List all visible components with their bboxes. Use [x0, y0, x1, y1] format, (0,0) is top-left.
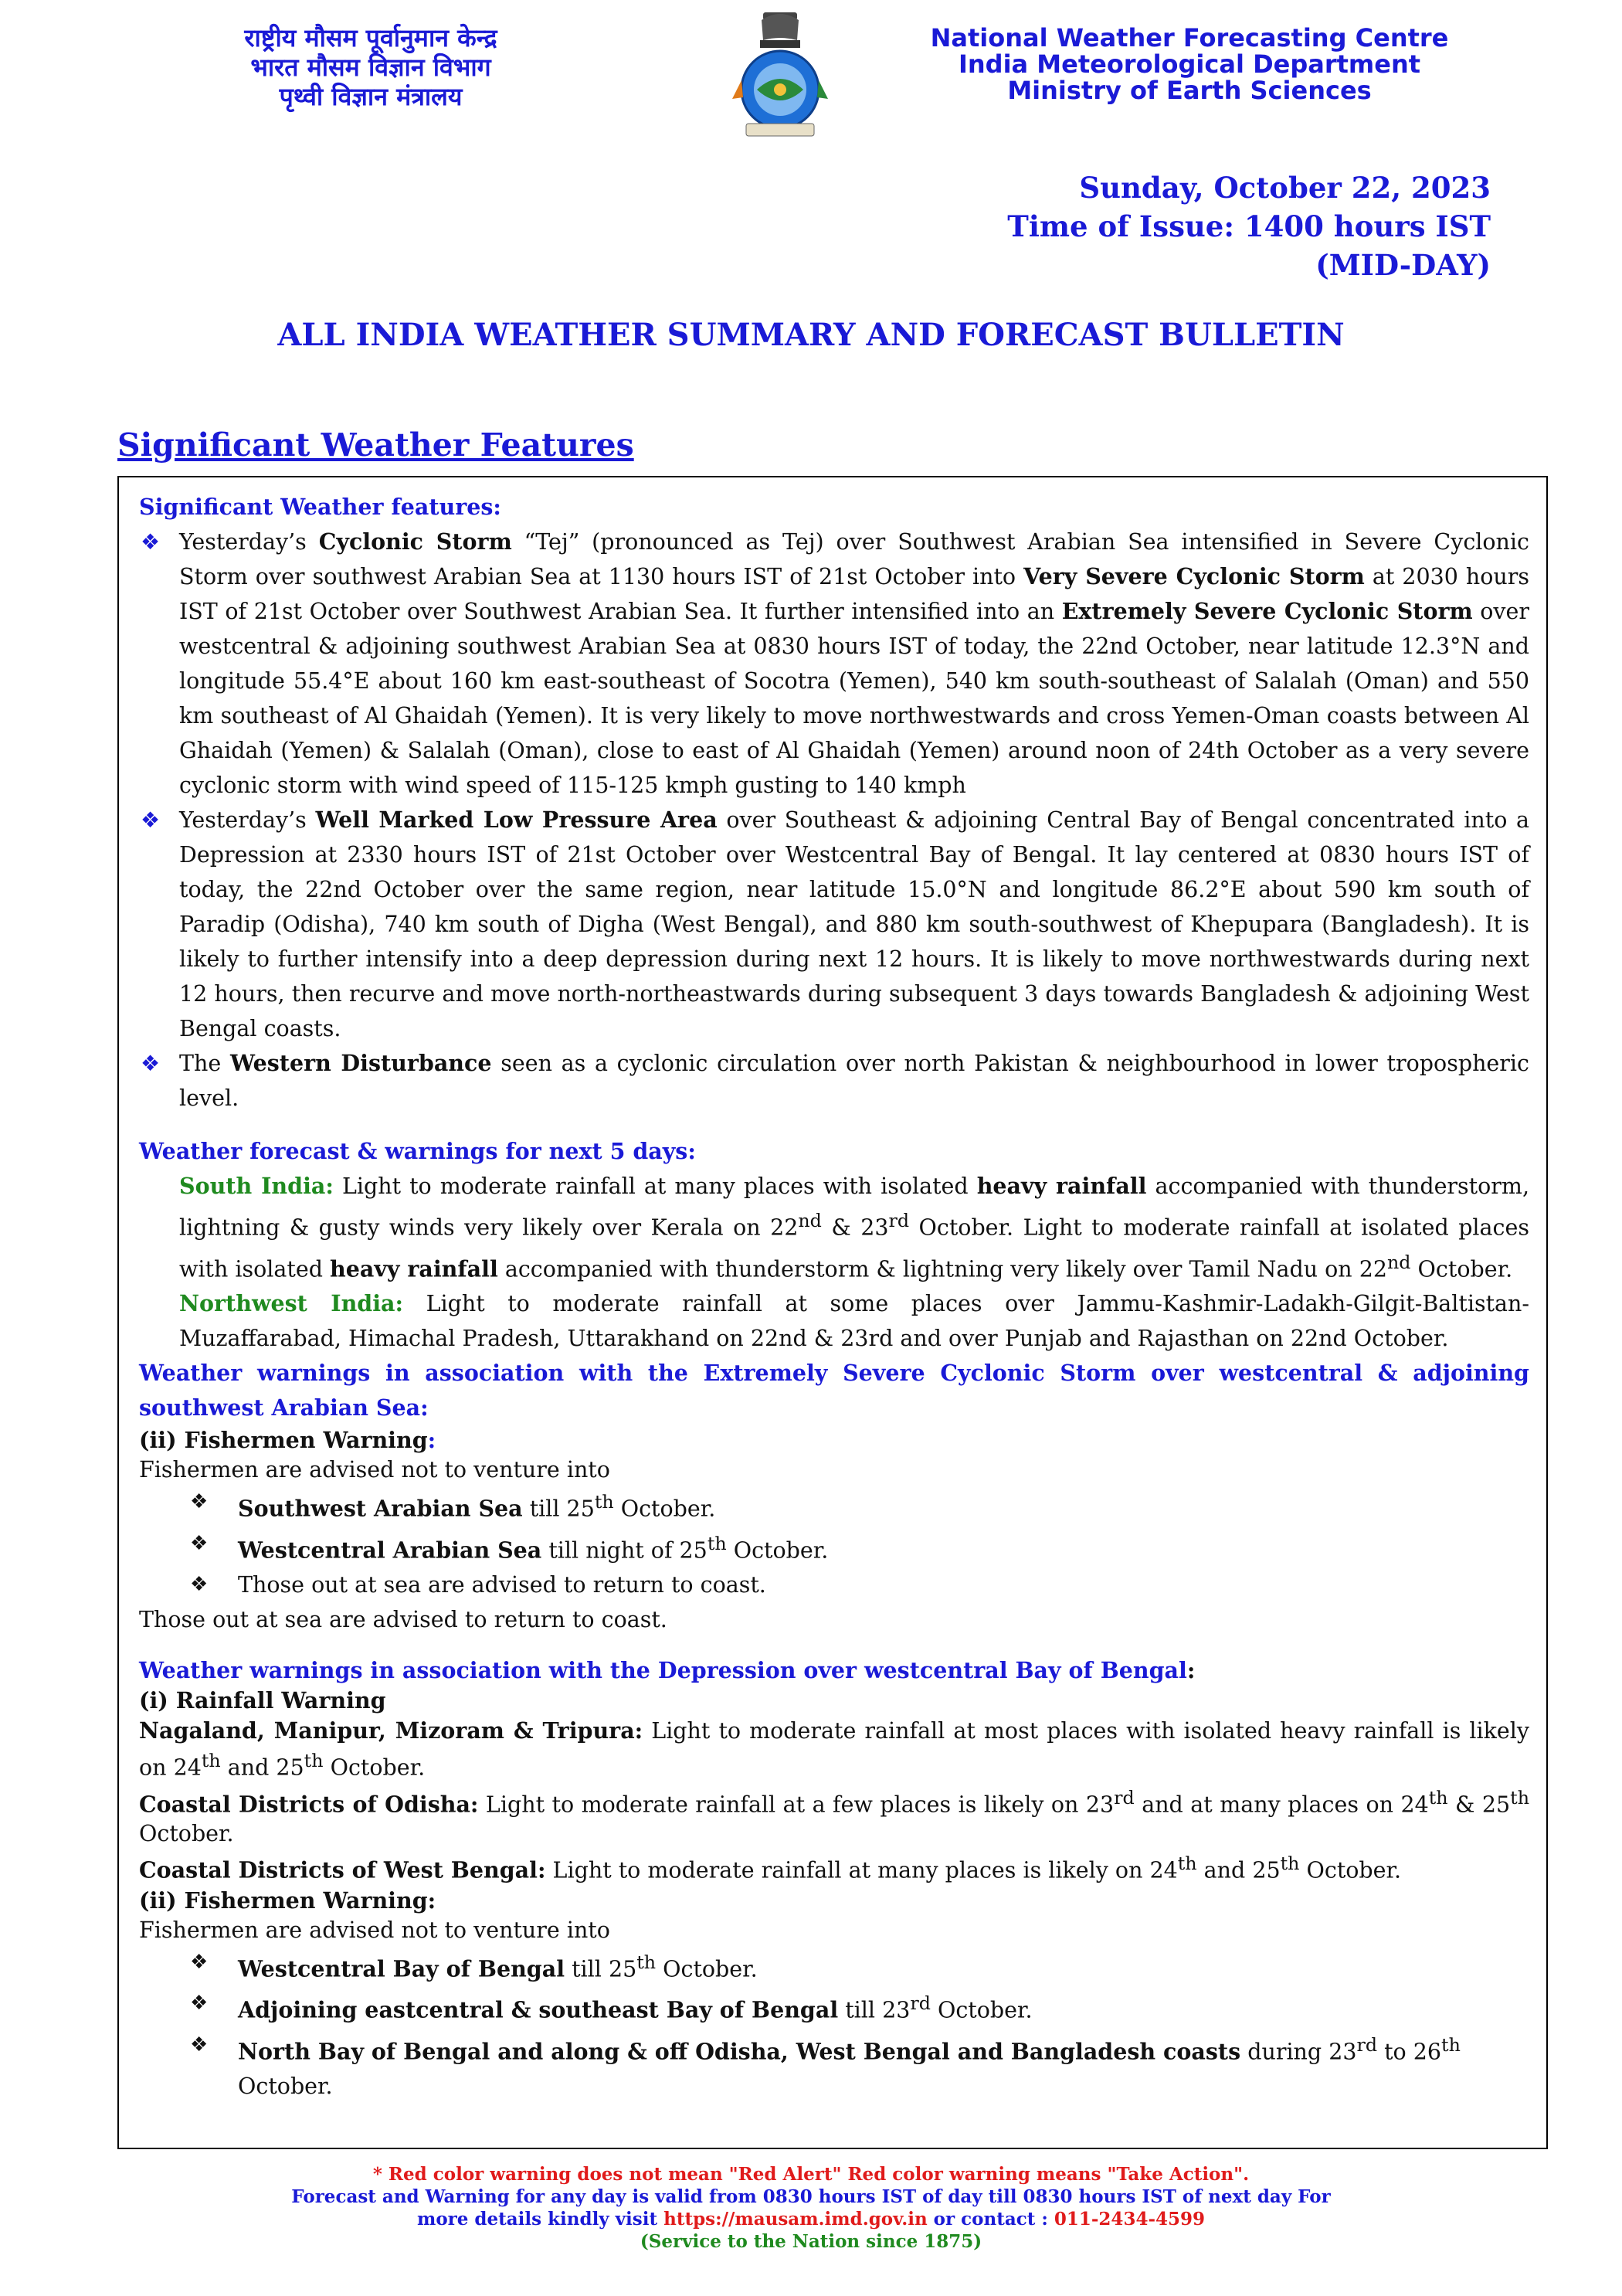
escs-fisher-label: (ii) Fishermen Warning: [139, 1427, 436, 1453]
feature-item-3: ❖ The Western Disturbance seen as a cyclonic circulation over north Pakistan & neighbourhood in lower tropospheric level. [139, 1046, 1529, 1116]
bulletin-title: ALL INDIA WEATHER SUMMARY AND FORECAST BULLETIN [277, 317, 1345, 353]
rainfall-warning-label: (i) Rainfall Warning [139, 1687, 386, 1714]
escs-fisher-item-2: ❖ Westcentral Arabian Sea till night of 25th October. [139, 1527, 1529, 1568]
northwest-india-label: Northwest India: [179, 1290, 404, 1316]
issue-date: Sunday, October 22, 2023 [1079, 171, 1491, 205]
website-link[interactable]: https://mausam.imd.gov.in [663, 2209, 928, 2230]
diamond-bullet-icon: ❖ [190, 1531, 209, 1555]
depression-fisher-item-2: ❖ Adjoining eastcentral & southeast Bay of Bengal till 23rd October. [139, 1986, 1529, 2028]
footer-contact-line: more details kindly visit https://mausam.imd.gov.in or contact : 011-2434-4599 [416, 2209, 1206, 2230]
hindi-line-1: राष्ट्रीय मौसम पूर्वानुमान केन्द्र [244, 23, 497, 53]
bulletin-content [139, 490, 1529, 2104]
hindi-line-3: पृथ्वी विज्ञान मंत्रालय [279, 82, 463, 111]
hindi-org-name [154, 23, 587, 111]
english-line-3: Ministry of Earth Sciences [1007, 76, 1372, 105]
rain-west-bengal: Coastal Districts of West Bengal: Light to moderate rainfall at many places is likely on 24th and 25th October. [139, 1853, 1402, 1883]
escs-closing: Those out at sea are advised to return to coast. [139, 1607, 667, 1632]
section-title: Significant Weather Features [117, 426, 634, 464]
escs-fisher-list [139, 1485, 1529, 1602]
imd-emblem-icon [718, 6, 842, 142]
diamond-bullet-icon: ❖ [141, 529, 161, 555]
page-footer [0, 2163, 1622, 2253]
forecast-south-india: South India: Light to moderate rainfall at many places with isolated heavy rainfall accompanied with thunderstorm, lightning & gusty winds very likely over Kerala on 22nd & 23rd October. Light to moderate rainfall at isolated places with isolated heavy rainfall accompanied with thunderstorm & lightning very likely over Tamil Nadu on 22nd October. [179, 1173, 1529, 1282]
features-heading: Significant Weather features: [139, 494, 501, 520]
depression-heading: Weather warnings in association with the Depression over westcentral Bay of Bengal: [139, 1657, 1196, 1683]
forecast-heading: Weather forecast & warnings for next 5 days: [139, 1138, 696, 1164]
issue-tag: (MID-DAY) [1315, 248, 1491, 282]
depression-fisher-item-3: ❖ North Bay of Bengal and along & off Odisha, West Bengal and Bangladesh coasts during 23rd to 26th October. [139, 2028, 1529, 2104]
diamond-bullet-icon: ❖ [190, 1992, 209, 2015]
page-header [0, 0, 1622, 155]
english-org-name [881, 25, 1498, 104]
issue-date-block [1007, 168, 1491, 284]
depression-advice: Fishermen are advised not to venture into [139, 1917, 610, 1943]
features-list [139, 525, 1529, 1116]
issue-time: Time of Issue: 1400 hours IST [1007, 209, 1491, 243]
diamond-bullet-icon: ❖ [190, 2033, 209, 2057]
escs-fisher-item-1: ❖ Southwest Arabian Sea till 25th October. [139, 1485, 1529, 1527]
diamond-bullet-icon: ❖ [141, 807, 161, 833]
diamond-bullet-icon: ❖ [190, 1950, 209, 1974]
rain-northeast: Nagaland, Manipur, Mizoram & Tripura: Light to moderate rainfall at most places with isolated heavy rainfall is likely on 24th and 25th October. [139, 1717, 1529, 1781]
depression-fisher-label: (ii) Fishermen Warning: [139, 1887, 436, 1914]
footer-validity-note: Forecast and Warning for any day is valid from 0830 hours IST of day till 0830 hours IST of next day For [291, 2186, 1331, 2207]
south-india-label: South India: [179, 1173, 334, 1199]
forecast-northwest-india: Northwest India: Light to moderate rainfall at some places over Jammu-Kashmir-Ladakh-Gilgit-Baltistan-Muzaffarabad, Himachal Pradesh, Uttarakhand on 22nd & 23rd and over Punjab and Rajasthan on 22nd October. [179, 1290, 1529, 1351]
contact-phone: 011-2434-4599 [1054, 2209, 1206, 2230]
escs-advice: Fishermen are advised not to venture into [139, 1457, 610, 1483]
depression-fisher-list [139, 1945, 1529, 2104]
escs-fisher-item-3: ❖ Those out at sea are advised to return to coast. [139, 1567, 1529, 1602]
diamond-bullet-icon: ❖ [190, 1573, 209, 1596]
english-line-1: National Weather Forecasting Centre [930, 23, 1449, 53]
rain-odisha: Coastal Districts of Odisha: Light to moderate rainfall at a few places is likely on 23rd and at many places on 24th & 25th October. [139, 1786, 1530, 1846]
footer-red-warning-note: * Red color warning does not mean "Red Alert" Red color warning means "Take Action". [372, 2164, 1250, 2185]
diamond-bullet-icon: ❖ [141, 1051, 161, 1076]
diamond-bullet-icon: ❖ [190, 1490, 209, 1513]
escs-heading: Weather warnings in association with the Extremely Severe Cyclonic Storm over westcentral & adjoining southwest Arabian Sea: [139, 1360, 1529, 1421]
feature-item-1: ❖ Yesterday’s Cyclonic Storm “Tej” (pronounced as Tej) over Southwest Arabian Sea intensified in Severe Cyclonic Storm over southwest Arabian Sea at 1130 hours IST of 21st October into Very Severe Cyclonic Storm at 2030 hours IST of 21st October over Southwest Arabian Sea. It further intensified into an Extremely Severe Cyclonic Storm over westcentral & adjoining southwest Arabian Sea at 0830 hours IST of today, the 22nd October, near latitude 12.3°N and longitude 55.4°E about 160 km east-southeast of Socotra (Yemen), 540 km south-southeast of Salalah (Oman) and 550 km southeast of Al Ghaidah (Yemen). It is very likely to move northwestwards and cross Yemen-Oman coasts between Al Ghaidah (Yemen) & Salalah (Oman), close to east of Al Ghaidah (Yemen) around noon of 24th October as a very severe cyclonic storm with wind speed of 115-125 kmph gusting to 140 kmph [139, 525, 1529, 803]
hindi-line-2: भारत मौसम विज्ञान विभाग [250, 53, 491, 82]
feature-item-2: ❖ Yesterday’s Well Marked Low Pressure Area over Southeast & adjoining Central Bay of Bengal concentrated into a Depression at 2330 hours IST of 21st October over Westcentral Bay of Bengal. It lay centered at 0830 hours IST of today, the 22nd October over the same region, near latitude 15.0°N and longitude 86.2°E about 590 km south of Paradip (Odisha), 740 km south of Digha (West Bengal), and 880 km south-southwest of Khepupara (Bangladesh). It is likely to further intensify into a deep depression during next 12 hours. It is likely to move northwestwards during next 12 hours, then recurve and move north-northeastwards during subsequent 3 days towards Bangladesh & adjoining West Bengal coasts. [139, 803, 1529, 1046]
footer-service-tagline: (Service to the Nation since 1875) [640, 2231, 982, 2252]
depression-fisher-item-1: ❖ Westcentral Bay of Bengal till 25th October. [139, 1945, 1529, 1987]
english-line-2: India Meteorological Department [958, 49, 1421, 79]
